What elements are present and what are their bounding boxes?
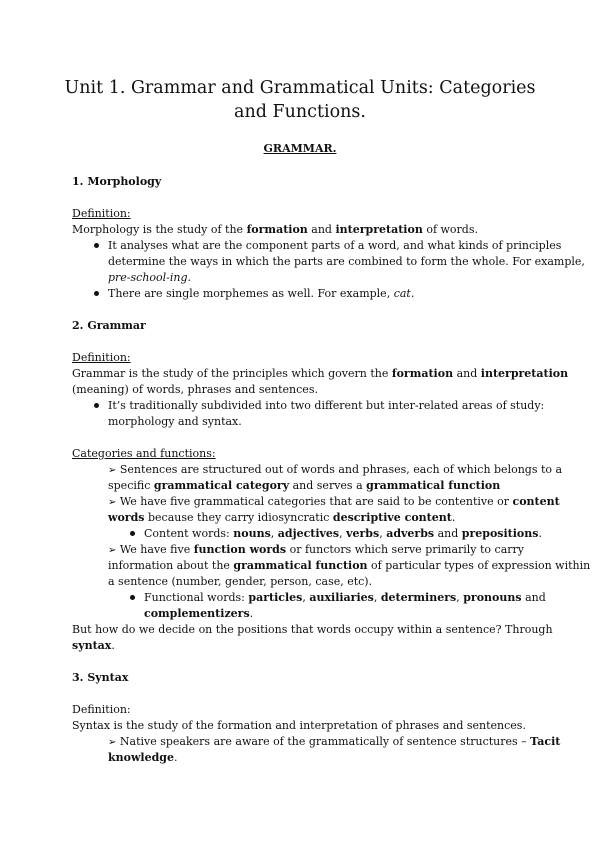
- syntax-arrow-line-2: knowledge.: [108, 751, 178, 764]
- title-line-2: and Functions.: [234, 102, 366, 122]
- arrow-bullet-icon: ➢: [108, 465, 117, 476]
- arrow-item-3-line-3: a sentence (number, gender, person, case, etc).: [108, 575, 373, 588]
- morphology-definition: Morphology is the study of the formation and interpretation of words.: [72, 223, 478, 236]
- content-words-line: Content words: nouns, adjectives, verbs, adverbs and prepositions.: [144, 527, 542, 540]
- arrow-item-1-line-2: specific grammatical category and serves a grammatical function: [108, 479, 501, 492]
- syntax-question-line-1: But how do we decide on the positions that words occupy within a sentence? Through: [72, 623, 553, 636]
- morphology-bullet-1-line-2: determine the ways in which the parts are combined to form the whole. For example,: [108, 255, 585, 268]
- arrow-item-2-line-2: words because they carry idiosyncratic descriptive content.: [108, 511, 456, 524]
- page-title: [60, 76, 540, 124]
- bullet-icon: [130, 531, 135, 536]
- heading-syntax: 3. Syntax: [72, 671, 129, 684]
- function-words-line-2: complementizers.: [144, 607, 254, 620]
- arrow-item-2-line-1: ➢ We have five grammatical categories that are said to be contentive or content: [108, 495, 560, 508]
- syntax-question-line-2: syntax.: [72, 639, 115, 652]
- arrow-item-1-line-1: ➢ Sentences are structured out of words and phrases, each of which belongs to a: [108, 463, 563, 476]
- bullet-icon: [94, 243, 99, 248]
- definition-label-2: Definition:: [72, 351, 131, 364]
- grammar-definition-line-1: Grammar is the study of the principles which govern the formation and interpretation: [72, 367, 569, 380]
- arrow-bullet-icon: ➢: [108, 545, 117, 556]
- arrow-item-3-line-2: information about the grammatical function of particular types of expression within: [108, 559, 591, 572]
- syntax-arrow-line-1: ➢ Native speakers are aware of the grammatically of sentence structures – Tacit: [108, 735, 561, 748]
- heading-morphology: 1. Morphology: [72, 175, 162, 188]
- bullet-icon: [94, 291, 99, 296]
- categories-label: Categories and functions:: [72, 447, 216, 460]
- heading-grammar: 2. Grammar: [72, 319, 146, 332]
- morphology-bullet-1-line-3: pre-school-ing.: [108, 271, 192, 284]
- definition-label-1: Definition:: [72, 207, 131, 220]
- arrow-item-3-line-1: ➢ We have five function words or functors which serve primarily to carry: [108, 543, 524, 556]
- syntax-definition: Syntax is the study of the formation and interpretation of phrases and sentences.: [72, 719, 526, 732]
- function-words-line-1: Functional words: particles, auxiliaries, determiners, pronouns and: [144, 591, 546, 604]
- grammar-definition-line-2: (meaning) of words, phrases and sentences.: [72, 383, 318, 396]
- bullet-icon: [130, 595, 135, 600]
- arrow-bullet-icon: ➢: [108, 497, 117, 508]
- section-subtitle: GRAMMAR.: [263, 142, 337, 155]
- grammar-bullet-line-1: It’s traditionally subdivided into two different but inter-related areas of study:: [108, 399, 545, 412]
- morphology-bullet-1-line-1: It analyses what are the component parts of a word, and what kinds of principles: [108, 239, 562, 252]
- arrow-bullet-icon: ➢: [108, 737, 117, 748]
- morphology-bullet-2: There are single morphemes as well. For example, cat.: [108, 287, 415, 300]
- definition-label-3: Definition:: [72, 703, 131, 716]
- bullet-icon: [94, 403, 99, 408]
- title-line-1: Unit 1. Grammar and Grammatical Units: Categories: [64, 78, 536, 98]
- grammar-bullet-line-2: morphology and syntax.: [108, 415, 242, 428]
